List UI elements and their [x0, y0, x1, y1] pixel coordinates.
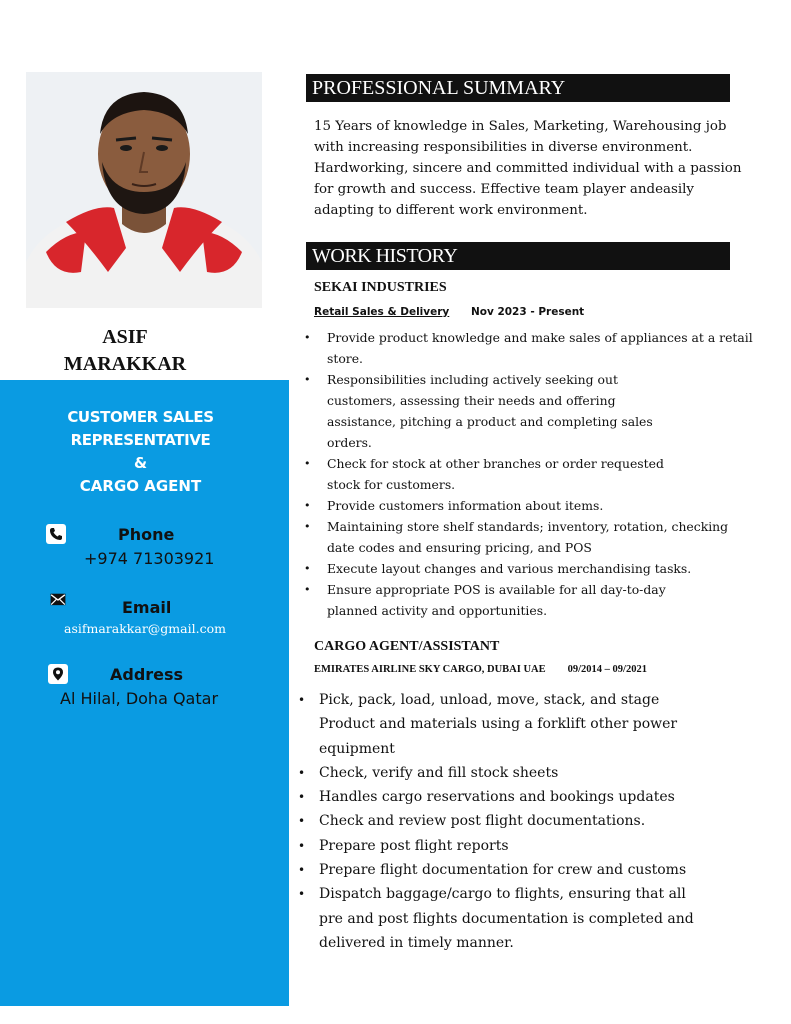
list-item — [298, 858, 738, 882]
job-1-title: Retail Sales & Delivery — [314, 306, 450, 318]
envelope-icon — [48, 592, 68, 612]
job-2-company: EMIRATES AIRLINE SKY CARGO, DUBAI UAE — [314, 664, 546, 675]
job-1-dates: Nov 2023 - Present — [470, 306, 585, 318]
job-2-dates: 09/2014 – 09/2021 — [567, 664, 647, 675]
bullet-icon: • — [298, 863, 306, 878]
bullet-icon: • — [304, 499, 311, 512]
duty-text: Check, verify and fill stock sheets — [319, 764, 559, 781]
list-item — [304, 558, 756, 579]
job-2-title: CARGO AGENT/ASSISTANT — [314, 639, 500, 654]
profile-photo — [26, 72, 262, 308]
bullet-icon: • — [298, 790, 306, 805]
bullet-icon: • — [298, 838, 306, 853]
address-label: Address — [110, 665, 184, 684]
email-value[interactable]: asifmarakkar@gmail.com — [64, 621, 226, 636]
phone-icon — [46, 524, 66, 544]
bullet-icon: • — [298, 765, 306, 780]
duty-text: Provide product knowledge and make sales of appliances at a retail store. — [327, 330, 753, 366]
duty-text: Maintaining store shelf standards; inventory, rotation, checking date codes and ensuring pricing, and POS — [327, 519, 729, 555]
bullet-icon: • — [298, 814, 306, 829]
duty-text: Check for stock at other branches or order requested stock for customers. — [327, 456, 664, 492]
bullet-icon: • — [298, 887, 306, 902]
duty-text: Pick, pack, load, unload, move, stack, and stage Product and materials using a forklift other power equipment — [319, 692, 678, 757]
name-first: ASIF — [102, 326, 148, 348]
list-item — [298, 761, 738, 785]
job-1-duties — [304, 327, 756, 621]
duty-text: Execute layout changes and various merchandising tasks. — [327, 561, 692, 576]
duty-text: Handles cargo reservations and bookings updates — [319, 789, 675, 806]
list-item — [304, 453, 756, 495]
bullet-icon: • — [304, 457, 311, 470]
location-pin-icon — [48, 664, 68, 684]
email-label: Email — [122, 598, 172, 617]
role-line-4: CARGO AGENT — [79, 477, 202, 495]
list-item — [304, 495, 756, 516]
list-item — [304, 516, 756, 558]
duty-text: Prepare flight documentation for crew and customs — [319, 862, 687, 879]
job-2-company-line — [314, 664, 647, 675]
duty-text: Ensure appropriate POS is available for all day-to-day planned activity and opportunities. — [327, 582, 666, 618]
job-1-company: SEKAI INDUSTRIES — [314, 280, 447, 295]
list-item — [298, 785, 738, 809]
bullet-icon: • — [304, 562, 311, 575]
list-item — [298, 688, 738, 761]
bullet-icon: • — [304, 583, 311, 596]
phone-label: Phone — [118, 525, 175, 544]
duty-text: Provide customers information about items. — [327, 498, 604, 513]
list-item — [298, 882, 738, 955]
role-ampersand: & — [133, 454, 148, 472]
phone-value: +974 71303921 — [84, 549, 215, 568]
candidate-name — [40, 324, 210, 378]
bullet-icon: • — [298, 693, 306, 707]
duty-text: Prepare post flight reports — [319, 837, 509, 854]
address-value: Al Hilal, Doha Qatar — [60, 689, 219, 708]
bullet-icon: • — [304, 373, 311, 386]
list-item — [298, 834, 738, 858]
duty-text: Check and review post flight documentations. — [319, 813, 646, 830]
work-history-heading: WORK HISTORY — [306, 242, 730, 270]
name-last: MARAKKAR — [63, 353, 187, 375]
role-line-1: CUSTOMER SALES — [67, 408, 214, 426]
job-role — [28, 406, 253, 498]
list-item — [304, 579, 756, 621]
job-1-title-line — [314, 306, 584, 318]
list-item — [298, 809, 738, 833]
contact-sidebar — [0, 380, 289, 1006]
duty-text: Responsibilities including actively seeking out customers, assessing their needs and offering assistance, pitching a product and completing sales orders. — [327, 372, 653, 450]
bullet-icon: • — [304, 520, 311, 533]
list-item — [304, 327, 756, 369]
duty-text: Dispatch baggage/cargo to flights, ensuring that all pre and post flights documentation is completed and delivered in timely manner. — [319, 886, 694, 951]
job-2-duties — [298, 688, 738, 955]
role-line-2: REPRESENTATIVE — [70, 431, 211, 449]
list-item — [304, 369, 756, 453]
bullet-icon: • — [304, 331, 311, 344]
professional-summary-heading: PROFESSIONAL SUMMARY — [306, 74, 730, 102]
summary-text: 15 Years of knowledge in Sales, Marketing, Warehousing job with increasing responsibilities in diverse environment. Hardworking, sincere and committed individual with a passion for growth and success. Effective team player andeasily adapting to different work environment. — [314, 119, 742, 218]
